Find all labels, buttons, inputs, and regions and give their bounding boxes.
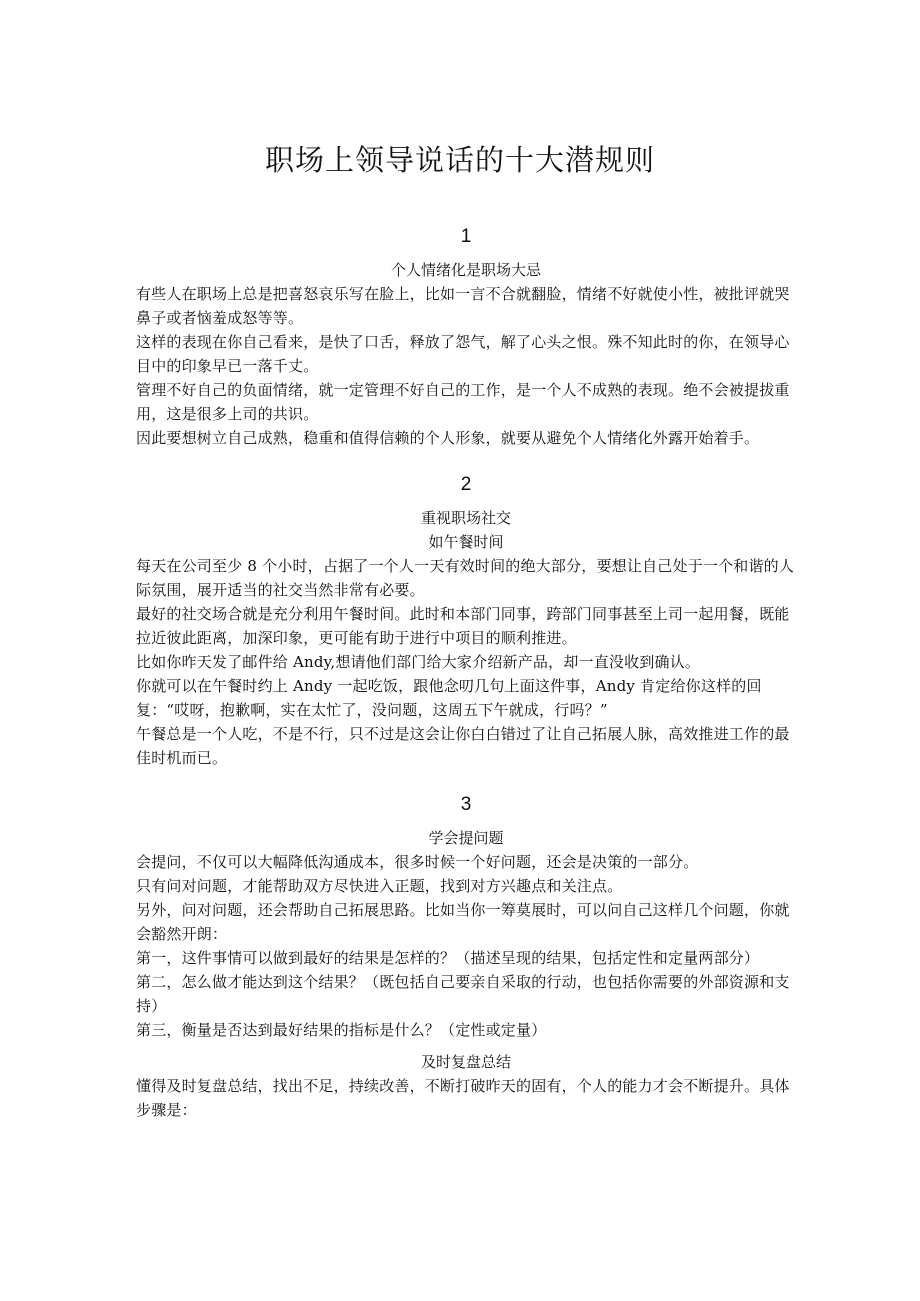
paragraph: 午餐总是一个人吃，不是不行，只不过是这会让你白白错过了让自己拓展人脉，高效推进工作的最佳时机而已。 (136, 725, 790, 767)
paragraph: 管理不好自己的负面情绪，就一定管理不好自己的工作，是一个人不成熟的表现。绝不会被提拔重用，这是很多上司的共识。 (136, 381, 790, 423)
paragraph: 最好的社交场合就是充分利用午餐时间。此时和本部门同事，跨部门同事甚至上司一起用餐，既能拉近彼此距离，加深印象，更可能有助于进行中项目的顺利推进。 (136, 605, 790, 647)
document-title: 职场上领导说话的十大潜规则 (264, 143, 655, 177)
section-3 (136, 792, 796, 1122)
section-heading: 重视职场社交 (420, 509, 511, 527)
section-heading: 学会提问题 (428, 829, 504, 847)
section-2 (136, 472, 796, 770)
paragraph: 因此要想树立自己成熟，稳重和值得信赖的个人形象，就要从避免个人情绪化外露开始着手。 (136, 429, 760, 447)
section-subheading: 及时复盘总结 (420, 1053, 511, 1071)
section-number: 2 (460, 474, 472, 495)
paragraph: 第一，这件事情可以做到最好的结果是怎样的？（描述呈现的结果，包括定性和定量两部分） (136, 949, 760, 967)
document-body (136, 224, 796, 1122)
section-number: 3 (460, 794, 472, 815)
section-number: 1 (460, 226, 472, 247)
paragraph: 另外，问对问题，还会帮助自己拓展思路。比如当你一筹莫展时，可以问自己这样几个问题，你就会豁然开朗： (136, 901, 790, 943)
paragraph: 懂得及时复盘总结，找出不足，持续改善，不断打破昨天的固有，个人的能力才会不断提升。具体步骤是： (136, 1077, 790, 1119)
paragraph: 这样的表现在你自己看来，是快了口舌，释放了怨气，解了心头之恨。殊不知此时的你，在领导心目中的印象早已一落千丈。 (136, 333, 790, 375)
paragraph: 第二，怎么做才能达到这个结果？（既包括自己要亲自采取的行动，也包括你需要的外部资源和支持） (136, 973, 790, 1015)
paragraph: 每天在公司至少 8 个小时，占据了一个人一天有效时间的绝大部分，要想让自己处于一个和谐的人际氛围，展开适当的社交当然非常有必要。 (136, 557, 795, 599)
paragraph: 比如你昨天发了邮件给 Andy,想请他们部门给大家介绍新产品，却一直没收到确认。 (136, 653, 701, 671)
section-subheading: 如午餐时间 (428, 533, 504, 551)
paragraph: 有些人在职场上总是把喜怒哀乐写在脸上，比如一言不合就翻脸，情绪不好就使小性，被批评就哭鼻子或者恼羞成怒等等。 (136, 285, 790, 327)
section-1 (136, 224, 796, 450)
paragraph: 会提问，不仅可以大幅降低沟通成本，很多时候一个好问题，还会是决策的一部分。 (136, 853, 699, 871)
paragraph: 第三，衡量是否达到最好结果的指标是什么？（定性或定量） (136, 1021, 547, 1039)
paragraph: 你就可以在午餐时约上 Andy 一起吃饭，跟他念叨几句上面这件事，Andy 肯定给你这样的回复：“哎呀，抱歉啊，实在太忙了，没问题，这周五下午就成，行吗？” (136, 677, 762, 719)
section-heading: 个人情绪化是职场大忌 (390, 261, 541, 279)
paragraph: 只有问对问题，才能帮助双方尽快进入正题，找到对方兴趣点和关注点。 (136, 877, 623, 895)
